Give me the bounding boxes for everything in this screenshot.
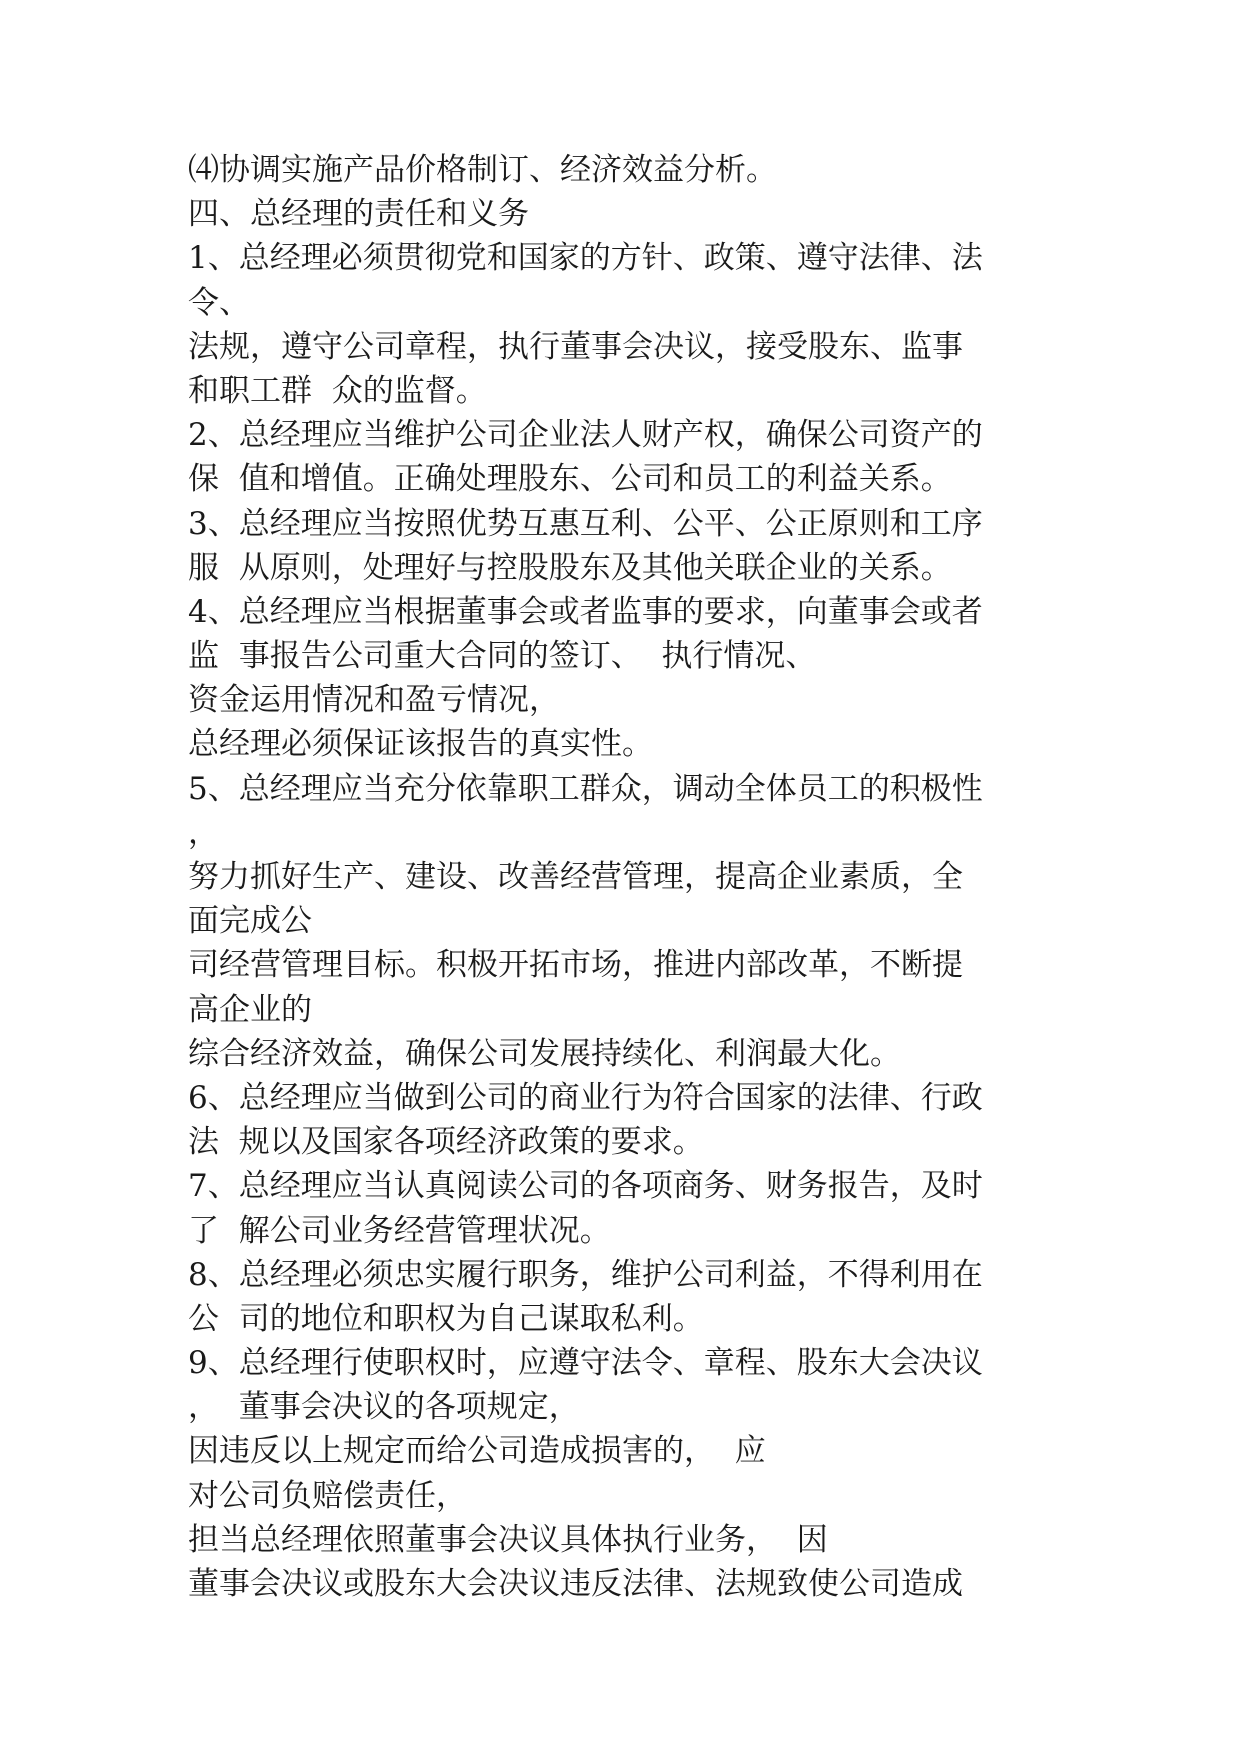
text-line: ⑷协调实施产品价格制订、经济效益分析。	[188, 152, 777, 188]
text-line: 四、总经理的责任和义务	[188, 196, 529, 233]
text-line: 3、总经理应当按照优势互惠互利、公平、公正原则和工序	[188, 505, 983, 542]
text-line: 因违反以上规定而给公司造成损害的， 应	[188, 1433, 766, 1470]
text-line: 面完成公	[188, 903, 312, 940]
text-line: 高企业的	[188, 991, 312, 1028]
text-line: ，	[188, 814, 219, 851]
text-line: 法 规以及国家各项经济政策的要求。	[188, 1124, 704, 1161]
text-line: 司经营管理目标。积极开拓市场，推进内部改革，不断提	[188, 947, 963, 984]
text-line: ， 董事会决议的各项规定，	[188, 1389, 580, 1426]
document-body	[188, 148, 1068, 1606]
text-line: 令、	[188, 284, 250, 321]
text-line: 法规，遵守公司章程，执行董事会决议，接受股东、监事	[188, 328, 963, 365]
text-line: 综合经济效益，确保公司发展持续化、利润最大化。	[188, 1035, 901, 1072]
text-line: 4、总经理应当根据董事会或者监事的要求，向董事会或者	[188, 593, 983, 630]
text-line: 保 值和增值。正确处理股东、公司和员工的利益关系。	[188, 461, 952, 498]
text-line: 8、总经理必须忠实履行职务，维护公司利益，不得利用在	[188, 1256, 983, 1293]
text-line: 公 司的地位和职权为自己谋取私利。	[188, 1300, 704, 1337]
text-line: 5、总经理应当充分依靠职工群众，调动全体员工的积极性	[188, 770, 983, 807]
text-line: 董事会决议或股东大会决议违反法律、法规致使公司造成	[188, 1566, 963, 1602]
text-line: 服 从原则，处理好与控股股东及其他关联企业的关系。	[188, 549, 952, 586]
text-line: 2、总经理应当维护公司企业法人财产权，确保公司资产的	[188, 417, 983, 454]
text-line: 总经理必须保证该报告的真实性。	[188, 726, 653, 763]
text-line: 6、总经理应当做到公司的商业行为符合国家的法律、行政	[188, 1079, 983, 1116]
text-line: 1、总经理必须贯彻党和国家的方针、政策、遵守法律、法	[188, 240, 983, 277]
text-line: 7、总经理应当认真阅读公司的各项商务、财务报告，及时	[188, 1168, 983, 1205]
text-line: 对公司负赔偿责任，	[188, 1477, 467, 1514]
text-line: 监 事报告公司重大合同的签订、 执行情况、	[188, 638, 817, 675]
text-line: 了 解公司业务经营管理状况。	[188, 1212, 611, 1249]
text-line: 努力抓好生产、建设、改善经营管理，提高企业素质，全	[188, 859, 963, 895]
text-line: 资金运用情况和盈亏情况，	[188, 682, 560, 719]
text-line: 担当总经理依照董事会决议具体执行业务， 因	[188, 1521, 828, 1558]
text-line: 和职工群 众的监督。	[188, 372, 487, 409]
text-line: 9、总经理行使职权时，应遵守法令、章程、股东大会决议	[188, 1345, 983, 1382]
